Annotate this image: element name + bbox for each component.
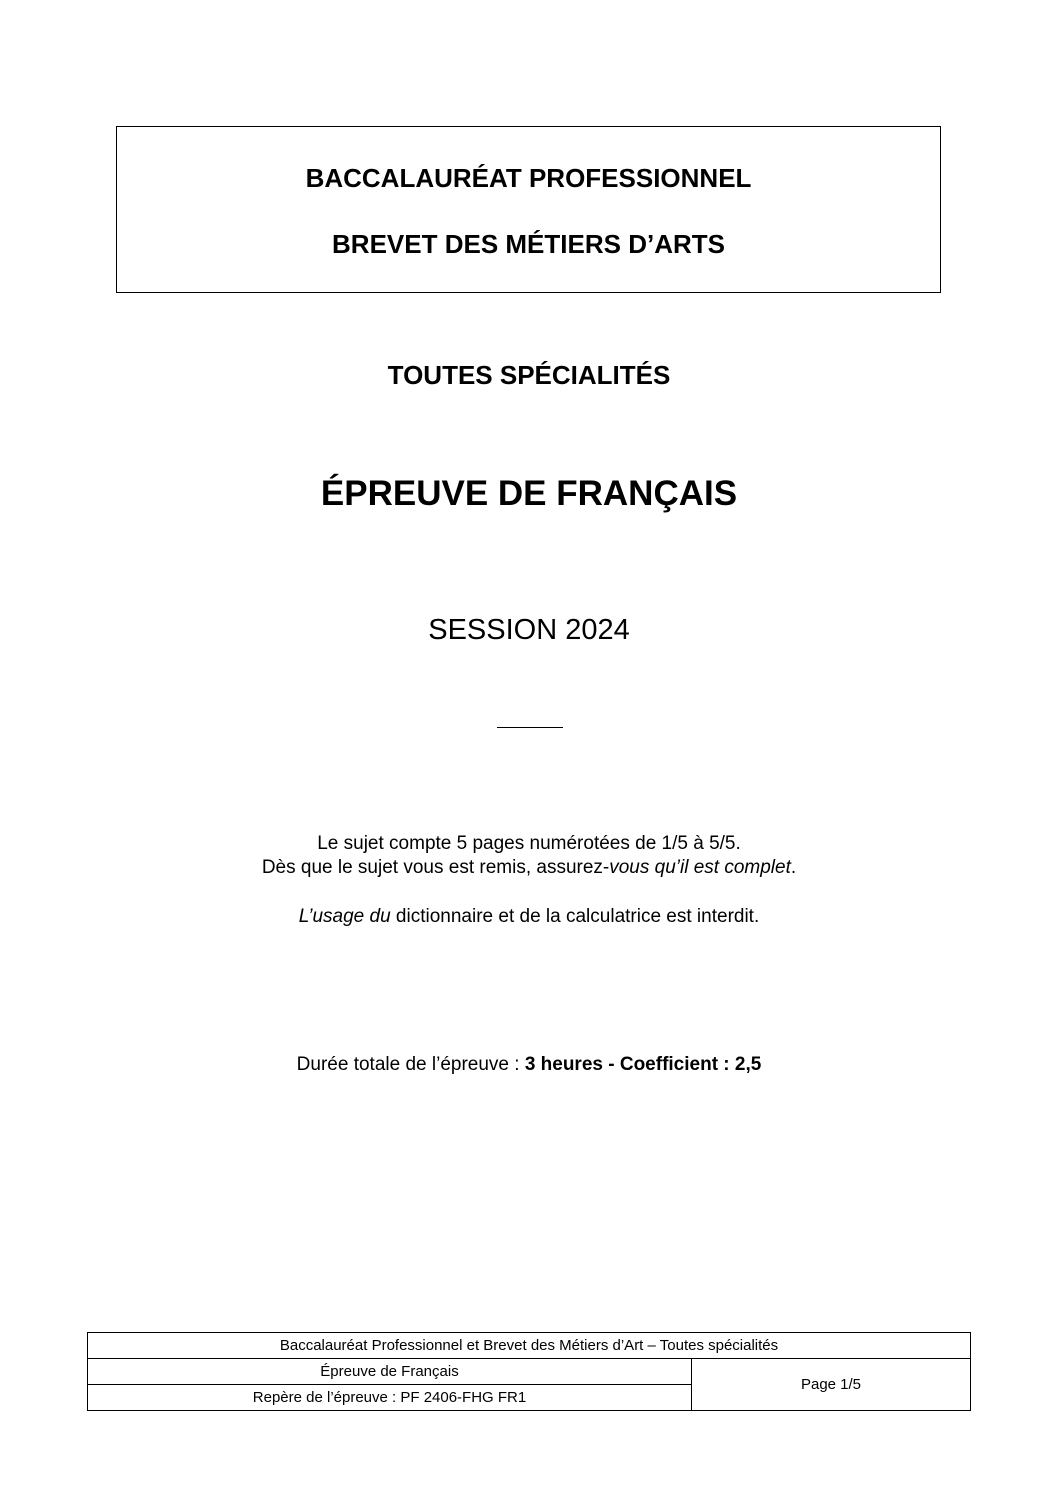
footer-epreuve: Épreuve de Français (88, 1359, 691, 1385)
session-label: SESSION 2024 (428, 614, 630, 646)
instruction-usage-text: dictionnaire et de la calculatrice est interdit. (390, 906, 760, 927)
instruction-pages: Le sujet compte 5 pages numérotées de 1/5 à 5/5. (317, 833, 741, 854)
footer-left-cell (88, 1359, 692, 1410)
instruction-complet-end: . (790, 857, 797, 878)
footer-exam-title: Baccalauréat Professionnel et Brevet des Métiers d’Art – Toutes spécialités (88, 1333, 970, 1359)
footer-page-number: Page 1/5 (800, 1376, 862, 1393)
duree-line (0, 1054, 1058, 1076)
epreuve-title: ÉPREUVE DE FRANÇAIS (320, 474, 738, 513)
instruction-complet-italic: vous qu’il est complet (609, 857, 791, 878)
footer-repere: Repère de l’épreuve : PF 2406-FHG FR1 (252, 1389, 527, 1406)
header-title-bac-pro: BACCALAURÉAT PROFESSIONNEL (305, 163, 752, 193)
header-title-brevet: BREVET DES MÉTIERS D’ARTS (332, 229, 725, 259)
duree-value: 3 heures - Coefficient : 2,5 (524, 1054, 762, 1075)
instruction-complet-text: Dès que le sujet vous est remis, assurez- (261, 857, 610, 878)
instruction-usage (0, 905, 1058, 929)
instruction-usage-italic: L’usage du (298, 906, 391, 927)
separator-line (497, 727, 563, 728)
instruction-complet (0, 856, 1058, 880)
duree-label: Durée totale de l’épreuve : (296, 1054, 525, 1075)
specialites-heading: TOUTES SPÉCIALITÉS (387, 360, 671, 390)
footer-table (87, 1332, 971, 1411)
header-box (116, 126, 941, 293)
